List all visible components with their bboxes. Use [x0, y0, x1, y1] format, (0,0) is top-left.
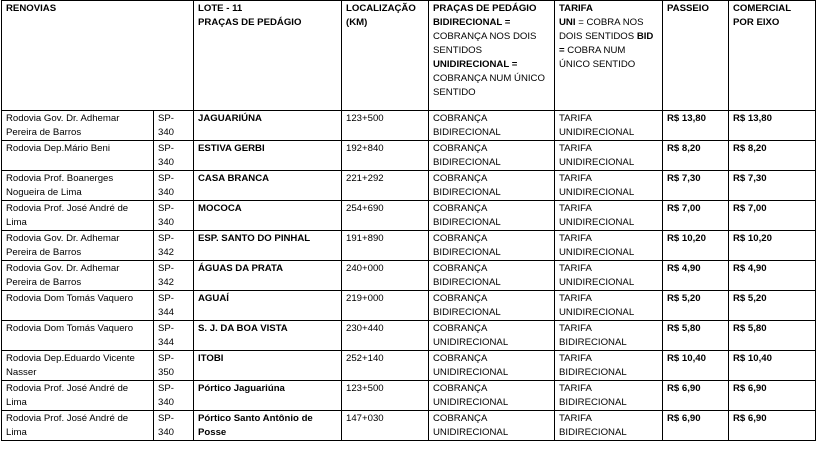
cell-km: 191+890 [342, 231, 429, 261]
header-renovias [2, 1, 194, 111]
cell-passeio: R$ 5,80 [663, 321, 729, 351]
table-row [2, 321, 816, 351]
header-pracas-title3: UNIDIRECIONAL = [433, 59, 518, 70]
cell-rodovia: Rodovia Prof. José André de Lima [2, 201, 154, 231]
cell-tarifa: TARIFA BIDIRECIONAL [555, 381, 663, 411]
cell-rodovia: Rodovia Gov. Dr. Adhemar Pereira de Barros [2, 231, 154, 261]
table-row [2, 381, 816, 411]
cell-passeio: R$ 7,00 [663, 201, 729, 231]
cell-tarifa: TARIFA UNIDIRECIONAL [555, 141, 663, 171]
cell-rodovia: Rodovia Prof. José André de Lima [2, 381, 154, 411]
cell-rodovia: Rodovia Gov. Dr. Adhemar Pereira de Barros [2, 111, 154, 141]
cell-praca: ESP. SANTO DO PINHAL [194, 231, 342, 261]
cell-sp: SP-344 [154, 321, 194, 351]
cell-passeio: R$ 6,90 [663, 411, 729, 441]
cell-tarifa: TARIFA BIDIRECIONAL [555, 411, 663, 441]
cell-cobranca: COBRANÇA BIDIRECIONAL [429, 171, 555, 201]
cell-sp: SP-340 [154, 141, 194, 171]
cell-km: 240+000 [342, 261, 429, 291]
header-loc-line1: LOCALIZAÇÃO [346, 3, 416, 14]
table-row [2, 231, 816, 261]
header-lote [194, 1, 342, 111]
cell-comercial: R$ 5,20 [729, 291, 816, 321]
cell-sp: SP-342 [154, 261, 194, 291]
cell-rodovia: Rodovia Dom Tomás Vaquero [2, 321, 154, 351]
cell-praca: ÁGUAS DA PRATA [194, 261, 342, 291]
cell-praca: ITOBI [194, 351, 342, 381]
cell-cobranca: COBRANÇA BIDIRECIONAL [429, 291, 555, 321]
header-pracas-desc2: COBRANÇA NUM ÚNICO SENTIDO [433, 73, 545, 98]
cell-comercial: R$ 10,20 [729, 231, 816, 261]
cell-comercial: R$ 13,80 [729, 111, 816, 141]
cell-comercial: R$ 10,40 [729, 351, 816, 381]
cell-comercial: R$ 6,90 [729, 411, 816, 441]
cell-comercial: R$ 5,80 [729, 321, 816, 351]
header-pracas-title2: BIDIRECIONAL = [433, 17, 511, 28]
header-tarifa [555, 1, 663, 111]
cell-km: 123+500 [342, 111, 429, 141]
cell-rodovia: Rodovia Prof. José André de Lima [2, 411, 154, 441]
cell-km: 221+292 [342, 171, 429, 201]
cell-sp: SP-340 [154, 201, 194, 231]
cell-praca: S. J. DA BOA VISTA [194, 321, 342, 351]
table-row [2, 291, 816, 321]
toll-table [1, 0, 816, 441]
header-renovias-label: RENOVIAS [6, 3, 57, 14]
header-pracas [429, 1, 555, 111]
header-tarifa-uni: UNI [559, 17, 576, 28]
cell-rodovia: Rodovia Dep.Mário Beni [2, 141, 154, 171]
header-passeio-label: PASSEIO [667, 3, 709, 14]
cell-km: 252+140 [342, 351, 429, 381]
cell-comercial: R$ 7,00 [729, 201, 816, 231]
cell-sp: SP-340 [154, 111, 194, 141]
cell-tarifa: TARIFA BIDIRECIONAL [555, 351, 663, 381]
cell-cobranca: COBRANÇA BIDIRECIONAL [429, 111, 555, 141]
header-localizacao [342, 1, 429, 111]
cell-praca: Pórtico Santo Antônio de Posse [194, 411, 342, 441]
cell-comercial: R$ 7,30 [729, 171, 816, 201]
cell-tarifa: TARIFA UNIDIRECIONAL [555, 261, 663, 291]
cell-passeio: R$ 10,40 [663, 351, 729, 381]
cell-sp: SP-340 [154, 381, 194, 411]
cell-cobranca: COBRANÇA UNIDIRECIONAL [429, 411, 555, 441]
header-lote-line1: LOTE - 11 [198, 3, 243, 14]
cell-praca: JAGUARIÚNA [194, 111, 342, 141]
cell-km: 254+690 [342, 201, 429, 231]
cell-passeio: R$ 10,20 [663, 231, 729, 261]
cell-sp: SP-350 [154, 351, 194, 381]
header-tarifa-bid: BID = [559, 31, 654, 56]
header-lote-line2: PRAÇAS DE PEDÁGIO [198, 17, 302, 28]
cell-cobranca: COBRANÇA UNIDIRECIONAL [429, 351, 555, 381]
cell-praca: Pórtico Jaguariúna [194, 381, 342, 411]
cell-km: 123+500 [342, 381, 429, 411]
cell-comercial: R$ 4,90 [729, 261, 816, 291]
cell-tarifa: TARIFA UNIDIRECIONAL [555, 171, 663, 201]
cell-praca: ESTIVA GERBI [194, 141, 342, 171]
cell-passeio: R$ 6,90 [663, 381, 729, 411]
cell-km: 230+440 [342, 321, 429, 351]
cell-km: 192+840 [342, 141, 429, 171]
cell-tarifa: TARIFA UNIDIRECIONAL [555, 231, 663, 261]
header-tarifa-uni-desc: = COBRA NOS DOIS SENTIDOS [559, 17, 644, 42]
header-comercial-label: COMERCIAL POR EIXO [733, 3, 791, 28]
cell-passeio: R$ 13,80 [663, 111, 729, 141]
header-passeio [663, 1, 729, 111]
cell-praca: AGUAÍ [194, 291, 342, 321]
cell-rodovia: Rodovia Prof. Boanerges Nogueira de Lima [2, 171, 154, 201]
cell-praca: MOCOCA [194, 201, 342, 231]
header-loc-line2: (KM) [346, 17, 368, 28]
table-row [2, 351, 816, 381]
cell-cobranca: COBRANÇA UNIDIRECIONAL [429, 381, 555, 411]
cell-cobranca: COBRANÇA BIDIRECIONAL [429, 141, 555, 171]
table-row [2, 201, 816, 231]
cell-cobranca: COBRANÇA UNIDIRECIONAL [429, 321, 555, 351]
cell-sp: SP-344 [154, 291, 194, 321]
cell-cobranca: COBRANÇA BIDIRECIONAL [429, 231, 555, 261]
header-comercial [729, 1, 816, 111]
cell-passeio: R$ 8,20 [663, 141, 729, 171]
cell-km: 147+030 [342, 411, 429, 441]
header-pracas-title1: PRAÇAS DE PEDÁGIO [433, 3, 537, 14]
cell-rodovia: Rodovia Dep.Eduardo Vicente Nasser [2, 351, 154, 381]
cell-passeio: R$ 5,20 [663, 291, 729, 321]
cell-rodovia: Rodovia Dom Tomás Vaquero [2, 291, 154, 321]
table-row [2, 171, 816, 201]
cell-tarifa: TARIFA UNIDIRECIONAL [555, 291, 663, 321]
cell-passeio: R$ 7,30 [663, 171, 729, 201]
cell-comercial: R$ 8,20 [729, 141, 816, 171]
header-pracas-desc1: COBRANÇA NOS DOIS SENTIDOS [433, 31, 537, 56]
cell-sp: SP-340 [154, 411, 194, 441]
table-row [2, 411, 816, 441]
table-row [2, 141, 816, 171]
cell-passeio: R$ 4,90 [663, 261, 729, 291]
table-row [2, 261, 816, 291]
cell-sp: SP-340 [154, 171, 194, 201]
cell-praca: CASA BRANCA [194, 171, 342, 201]
cell-comercial: R$ 6,90 [729, 381, 816, 411]
header-row [2, 1, 816, 111]
cell-km: 219+000 [342, 291, 429, 321]
cell-cobranca: COBRANÇA BIDIRECIONAL [429, 261, 555, 291]
table-row [2, 111, 816, 141]
cell-tarifa: TARIFA UNIDIRECIONAL [555, 111, 663, 141]
cell-tarifa: TARIFA UNIDIRECIONAL [555, 201, 663, 231]
cell-cobranca: COBRANÇA BIDIRECIONAL [429, 201, 555, 231]
header-tarifa-title: TARIFA [559, 3, 593, 14]
header-tarifa-bid-desc: COBRA NUM ÚNICO SENTIDO [559, 45, 636, 70]
cell-tarifa: TARIFA BIDIRECIONAL [555, 321, 663, 351]
cell-sp: SP-342 [154, 231, 194, 261]
cell-rodovia: Rodovia Gov. Dr. Adhemar Pereira de Barros [2, 261, 154, 291]
